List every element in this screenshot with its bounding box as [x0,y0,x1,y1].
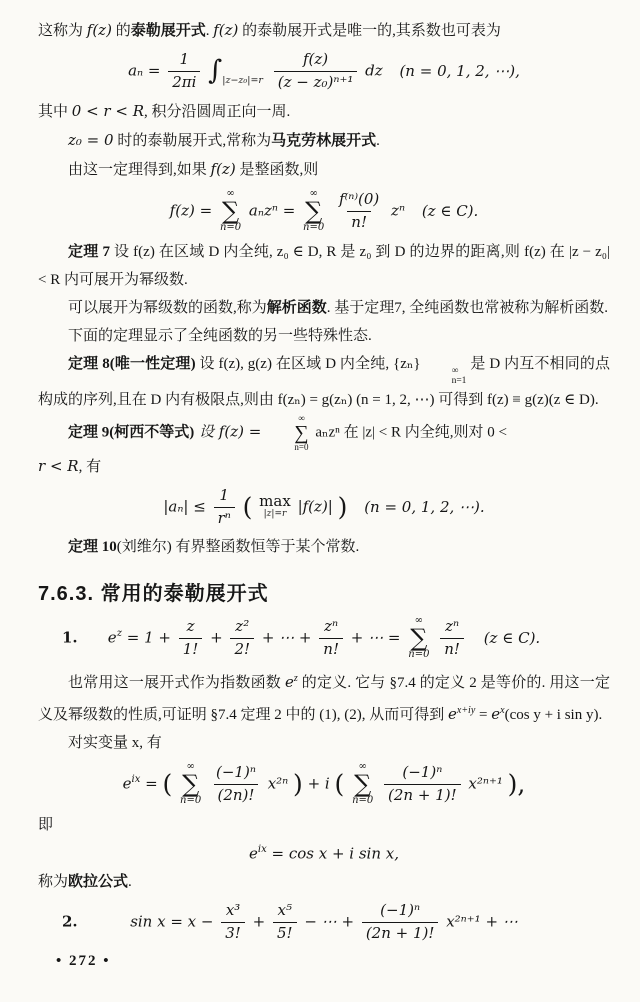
max-sub: |z|=r [263,509,287,520]
formula-entire-expansion [38,189,610,233]
numerator: (−1)ⁿ [402,763,443,781]
exponent-ix: ix [257,844,267,855]
text: 可以展开为幂级数的函数,称为 [68,300,267,316]
numerator: f(z) [302,50,329,68]
math-e: e [248,844,258,863]
condition: (n = 0, 1, 2, ⋯). [364,497,485,516]
open-paren: ( [334,769,345,799]
math-eq: = 1 + [126,628,171,647]
denominator: (z − z₀)ⁿ⁺¹ [274,71,358,93]
math-tail: + ⋯ [485,913,518,931]
math-plus-i: + i [307,774,330,793]
math-e: e [491,705,501,723]
text: 设 f(z), g(z) 在区域 D 内全纯, {zₙ} [195,356,421,372]
numerator: zⁿ [445,617,460,635]
section-heading-7-6-3 [38,577,610,606]
denominator: (2n + 1)! [384,784,461,806]
sum-upper: ∞ [414,615,424,626]
denominator: n! [347,211,371,233]
script-lower: n=1 [451,375,467,386]
sum-lower: n=0 [352,795,374,806]
close-paren: ) [293,769,303,799]
math-dots: + ⋯ + [261,628,312,647]
denominator: 5! [273,922,297,944]
text: (cos y + i sin y). [504,707,603,723]
para-theorem-7 [38,238,610,294]
denominator: 2πi [168,71,200,93]
sum-lower: n=0 [408,649,430,660]
exponent-z: z [293,673,298,684]
summation [408,616,429,660]
para-theorem-8 [38,350,610,414]
math-arg: x²ⁿ⁺¹ [446,913,481,931]
para-theorem-10 [38,533,610,561]
math-mid: aₙzⁿ = [248,201,296,220]
fraction [319,617,343,659]
denominator: (2n + 1)! [362,922,439,944]
math-tail: zⁿ [391,201,406,220]
script-upper: ∞ [451,366,459,376]
math-e: e [107,628,117,647]
formula-exp-series [38,616,610,660]
fraction [274,50,358,92]
para-theorem-9-cont [38,452,610,481]
math-plus: + [252,913,266,931]
summation [303,189,324,233]
denominator: n! [319,638,343,660]
math-arg: x²ⁿ⁺¹ [468,774,503,793]
text: 时的泰勒展开式,常称为 [113,133,272,149]
sigma-sign: ∑ [182,770,200,798]
text: 称为 [38,874,69,891]
math-rest: = cos x + i sin x, [266,844,400,863]
sum-lower: n=0 [303,222,325,233]
fraction [362,901,439,943]
math-dots: − ⋯ + [304,913,355,931]
term-maclaurin-expansion: 马克劳林展开式 [271,133,377,149]
fraction [221,901,245,943]
math-lhs: f(z) = [169,201,213,220]
sequence-script [422,367,467,386]
math-fz: f(z) [210,160,236,178]
math-range: 0 < r < R [71,102,144,120]
sum-lower: n=0 [219,222,242,233]
denominator: 1! [179,638,203,660]
text: (刘维尔) 有界整函数恒等于某个常数. [116,539,360,555]
para-euler-name [38,868,610,896]
fraction [230,617,254,659]
denominator: (2n)! [214,784,259,806]
formula-cauchy-inequality [38,486,610,528]
text: , 有 [78,459,102,475]
math-lhs: |aₙ| ≤ [163,497,206,516]
math-fz: f(z) [213,21,239,39]
text: . [376,133,380,149]
fraction [212,763,260,805]
denominator: 3! [221,922,245,944]
page-number: • 272 • [56,953,111,969]
sigma-sign: ∑ [410,624,428,652]
max-label: max [259,492,291,511]
fraction [335,190,383,232]
item-number-2: 2. [62,913,78,931]
math-e: e [447,705,457,723]
exponent-z: z [116,628,122,639]
theorem-9-label: 定理 9(柯西不等式) [68,424,195,441]
section-title: 常用的泰勒展开式 [100,583,269,605]
theorem-7-label: 定理 7 [68,244,110,260]
exponent-x: x [500,705,505,716]
para-entire-intro [38,155,610,184]
close-paren: ) [337,492,348,522]
text: 是 D 内互不相同的点构成的序列,且在 D 内有极限点,则由 f(zₙ) = g(zₙ) (n = 1, 2, ⋯) 可得到 f(z) ≡ g(z)(z ∈ D). [38,356,610,408]
condition: (z ∈ C). [421,201,479,220]
summation-inline [264,414,308,452]
exponent-x-iy: x+iy [456,705,476,716]
sum-lower: n=0 [294,442,309,452]
sigma-sign: ∑ [221,197,240,225]
formula-sin-series [38,901,610,943]
denominator: 2! [230,638,254,660]
fraction [440,617,464,659]
text: 是整函数,则 [235,162,319,178]
text: = [475,707,492,723]
term-analytic-function: 解析函数 [266,300,327,316]
para-exp-definition [38,665,610,729]
text: 也常用这一展开式作为指数函数 [68,675,285,691]
math-lhs: aₙ = [128,61,161,80]
text: 的泰勒展开式是唯一的,其系数也可表为 [238,23,501,39]
numerator: 1 [219,486,229,504]
sum-lower: n=0 [180,795,202,806]
text: 下面的定理显示了全纯函数的另一些特殊性态. [68,328,372,344]
text: aₙzⁿ 在 |z| < R 内全纯,则对 0 < [311,424,507,441]
fraction [384,763,461,805]
section-number: 7.6.3. [38,583,95,605]
text: . 基于定理7, 全纯函数也常被称为解析函数. [326,300,609,316]
sigma-sign: ∑ [294,422,309,444]
exponent-ix: ix [131,774,141,785]
term-taylor-expansion: 泰勒展开式 [130,23,206,39]
denominator: rⁿ [214,507,235,529]
condition: (n = 0, 1, 2, ⋯), [399,61,520,80]
para-where [38,97,610,126]
math-arg: |f(z)| [297,497,333,516]
text: 对实变量 x, 有 [68,735,162,751]
summation [352,762,373,806]
condition: (z ∈ C). [483,628,541,647]
math-z0: z₀ = 0 [68,131,114,149]
sum-upper: ∞ [298,413,305,423]
numerator: f⁽ⁿ⁾(0) [339,190,380,208]
summation [220,189,241,233]
formula-euler-expansion [38,762,610,806]
sigma-sign: ∑ [305,197,323,225]
math-e: e [122,774,132,793]
sum-upper: ∞ [358,761,367,772]
formula-taylor-coefficient [38,50,610,92]
integral-bound: |z−z₀|=r [222,75,263,86]
theorem-10-label: 定理 10 [68,539,117,555]
sum-upper: ∞ [309,188,318,199]
para-analytic-function [38,294,610,322]
numerator: z² [235,617,250,635]
math-dz: dz [365,61,383,80]
text: 即 [38,817,54,833]
para-following-theorems [38,322,610,350]
term-euler-formula: 欧拉公式 [68,874,129,891]
formula-euler [38,844,610,863]
fraction [179,617,203,659]
text: 设 f(z) 在区域 D 内全纯, z₀ ∈ D, R 是 z₀ 到 D 的边界的距离,则 f(z) 在 |z − z₀| < R 内可展开为幂级数. [38,244,610,288]
open-paren: ( [242,492,253,522]
integral [208,55,266,87]
numerator: 1 [179,50,190,68]
item-number-1: 1. [62,628,78,647]
text: . [128,874,132,891]
math-fz: f(z) [86,21,112,39]
para-real-variable [38,729,610,757]
text: 这称为 [38,23,87,39]
text: 由这一定理得到,如果 [68,162,211,178]
text: 的定义. 它与 §7.4 的定义 2 是等价的. 用这一定义及幂级数的性质,可证明 §7.4 定理 2 中的 (1), (2), 从而可得到 [38,675,610,723]
numerator: zⁿ [324,617,339,635]
para-taylor-intro [38,16,610,45]
integral-sign: ∫ [208,55,223,87]
text: 其中 [38,104,72,120]
math-eq: = [145,774,158,793]
max-operator [259,494,291,519]
fraction [214,486,235,528]
fraction [273,901,297,943]
numerator: x³ [225,901,241,920]
math-e: e [284,673,294,691]
numerator: (−1)ⁿ [380,901,421,920]
math-arg: x²ⁿ [267,774,289,793]
summation [180,762,201,806]
text: , 积分沿圆周正向一周. [143,104,291,120]
para-namely [38,811,610,839]
numerator: z [186,617,195,635]
sum-upper: ∞ [226,188,235,199]
text: 的 [111,23,131,39]
sum-upper: ∞ [186,761,195,772]
close-paren: ), [507,769,526,799]
denominator: n! [440,638,464,660]
math-dots-eq: + ⋯ = [350,628,401,647]
math-range: r < R [38,457,79,475]
para-theorem-9 [38,414,610,452]
open-paren: ( [162,769,173,799]
text: 设 f(z) = [194,422,262,441]
text: . [205,23,214,39]
fraction [168,50,200,92]
math-plus: + [210,628,223,647]
para-maclaurin [38,126,610,155]
sigma-sign: ∑ [354,770,372,798]
math-lhs: sin x = x − [130,913,214,931]
numerator: (−1)ⁿ [216,763,256,781]
numerator: x⁵ [277,901,293,920]
theorem-8-label: 定理 8(唯一性定理) [68,356,196,372]
